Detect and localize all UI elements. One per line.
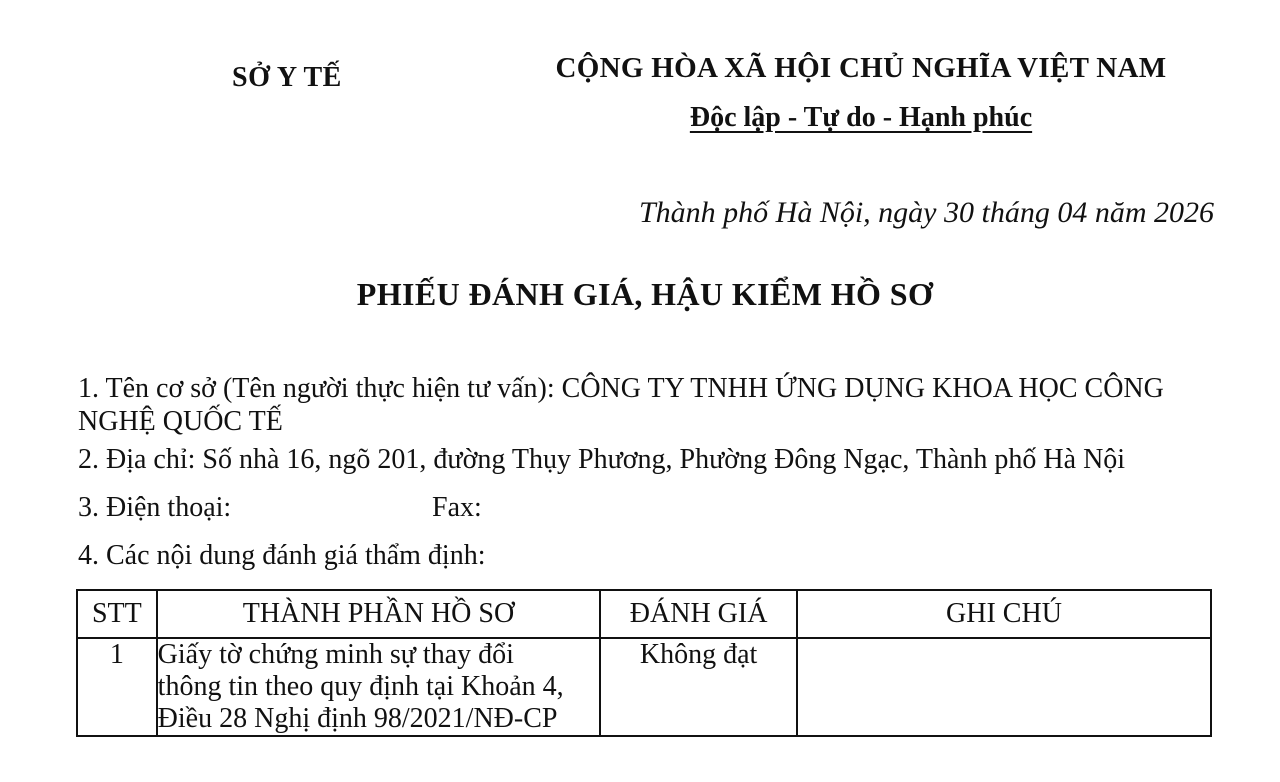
header-note: GHI CHÚ bbox=[797, 590, 1211, 638]
table-header-row bbox=[77, 590, 1211, 638]
motto-text: Độc lập - Tự do - Hạnh phúc bbox=[689, 102, 1033, 133]
facility-name-line2: NGHỆ QUỐC TẾ bbox=[78, 406, 283, 437]
row-document-line: Giấy tờ chứng minh sự thay đổi bbox=[157, 639, 514, 670]
row-document bbox=[157, 638, 601, 736]
row-document-line: Điều 28 Nghị định 98/2021/NĐ-CP bbox=[157, 703, 558, 734]
document-title: PHIẾU ĐÁNH GIÁ, HẬU KIỂM HỒ SƠ bbox=[356, 276, 934, 312]
national-motto bbox=[538, 102, 1184, 134]
header-stt: STT bbox=[77, 590, 157, 638]
evaluation-contents-label: 4. Các nội dung đánh giá thẩm định: bbox=[78, 540, 486, 571]
facility-name-line1: 1. Tên cơ sở (Tên người thực hiện tư vấn): CÔNG TY TNHH ỨNG DỤNG KHOA HỌC CÔNG bbox=[78, 373, 1164, 404]
row-note bbox=[797, 638, 1211, 736]
evaluation-table bbox=[76, 589, 1212, 737]
address-line: 2. Địa chỉ: Số nhà 16, ngõ 201, đường Thụy Phương, Phường Đông Ngạc, Thành phố Hà Nội bbox=[78, 444, 1126, 475]
header-document: THÀNH PHẦN HỒ SƠ bbox=[157, 590, 601, 638]
issuing-agency: SỞ Y TẾ bbox=[232, 62, 342, 93]
row-stt: 1 bbox=[77, 638, 157, 736]
row-document-line: thông tin theo quy định tại Khoản 4, bbox=[157, 671, 564, 702]
phone-label: 3. Điện thoại: bbox=[78, 492, 232, 523]
table-row bbox=[77, 638, 1211, 736]
fax-label: Fax: bbox=[432, 492, 482, 523]
date-line: Thành phố Hà Nội, ngày 30 tháng 04 năm 2026 bbox=[638, 196, 1214, 229]
header-evaluation: ĐÁNH GIÁ bbox=[600, 590, 797, 638]
row-evaluation: Không đạt bbox=[600, 638, 797, 736]
national-title: CỘNG HÒA XÃ HỘI CHỦ NGHĨA VIỆT NAM bbox=[555, 52, 1167, 84]
